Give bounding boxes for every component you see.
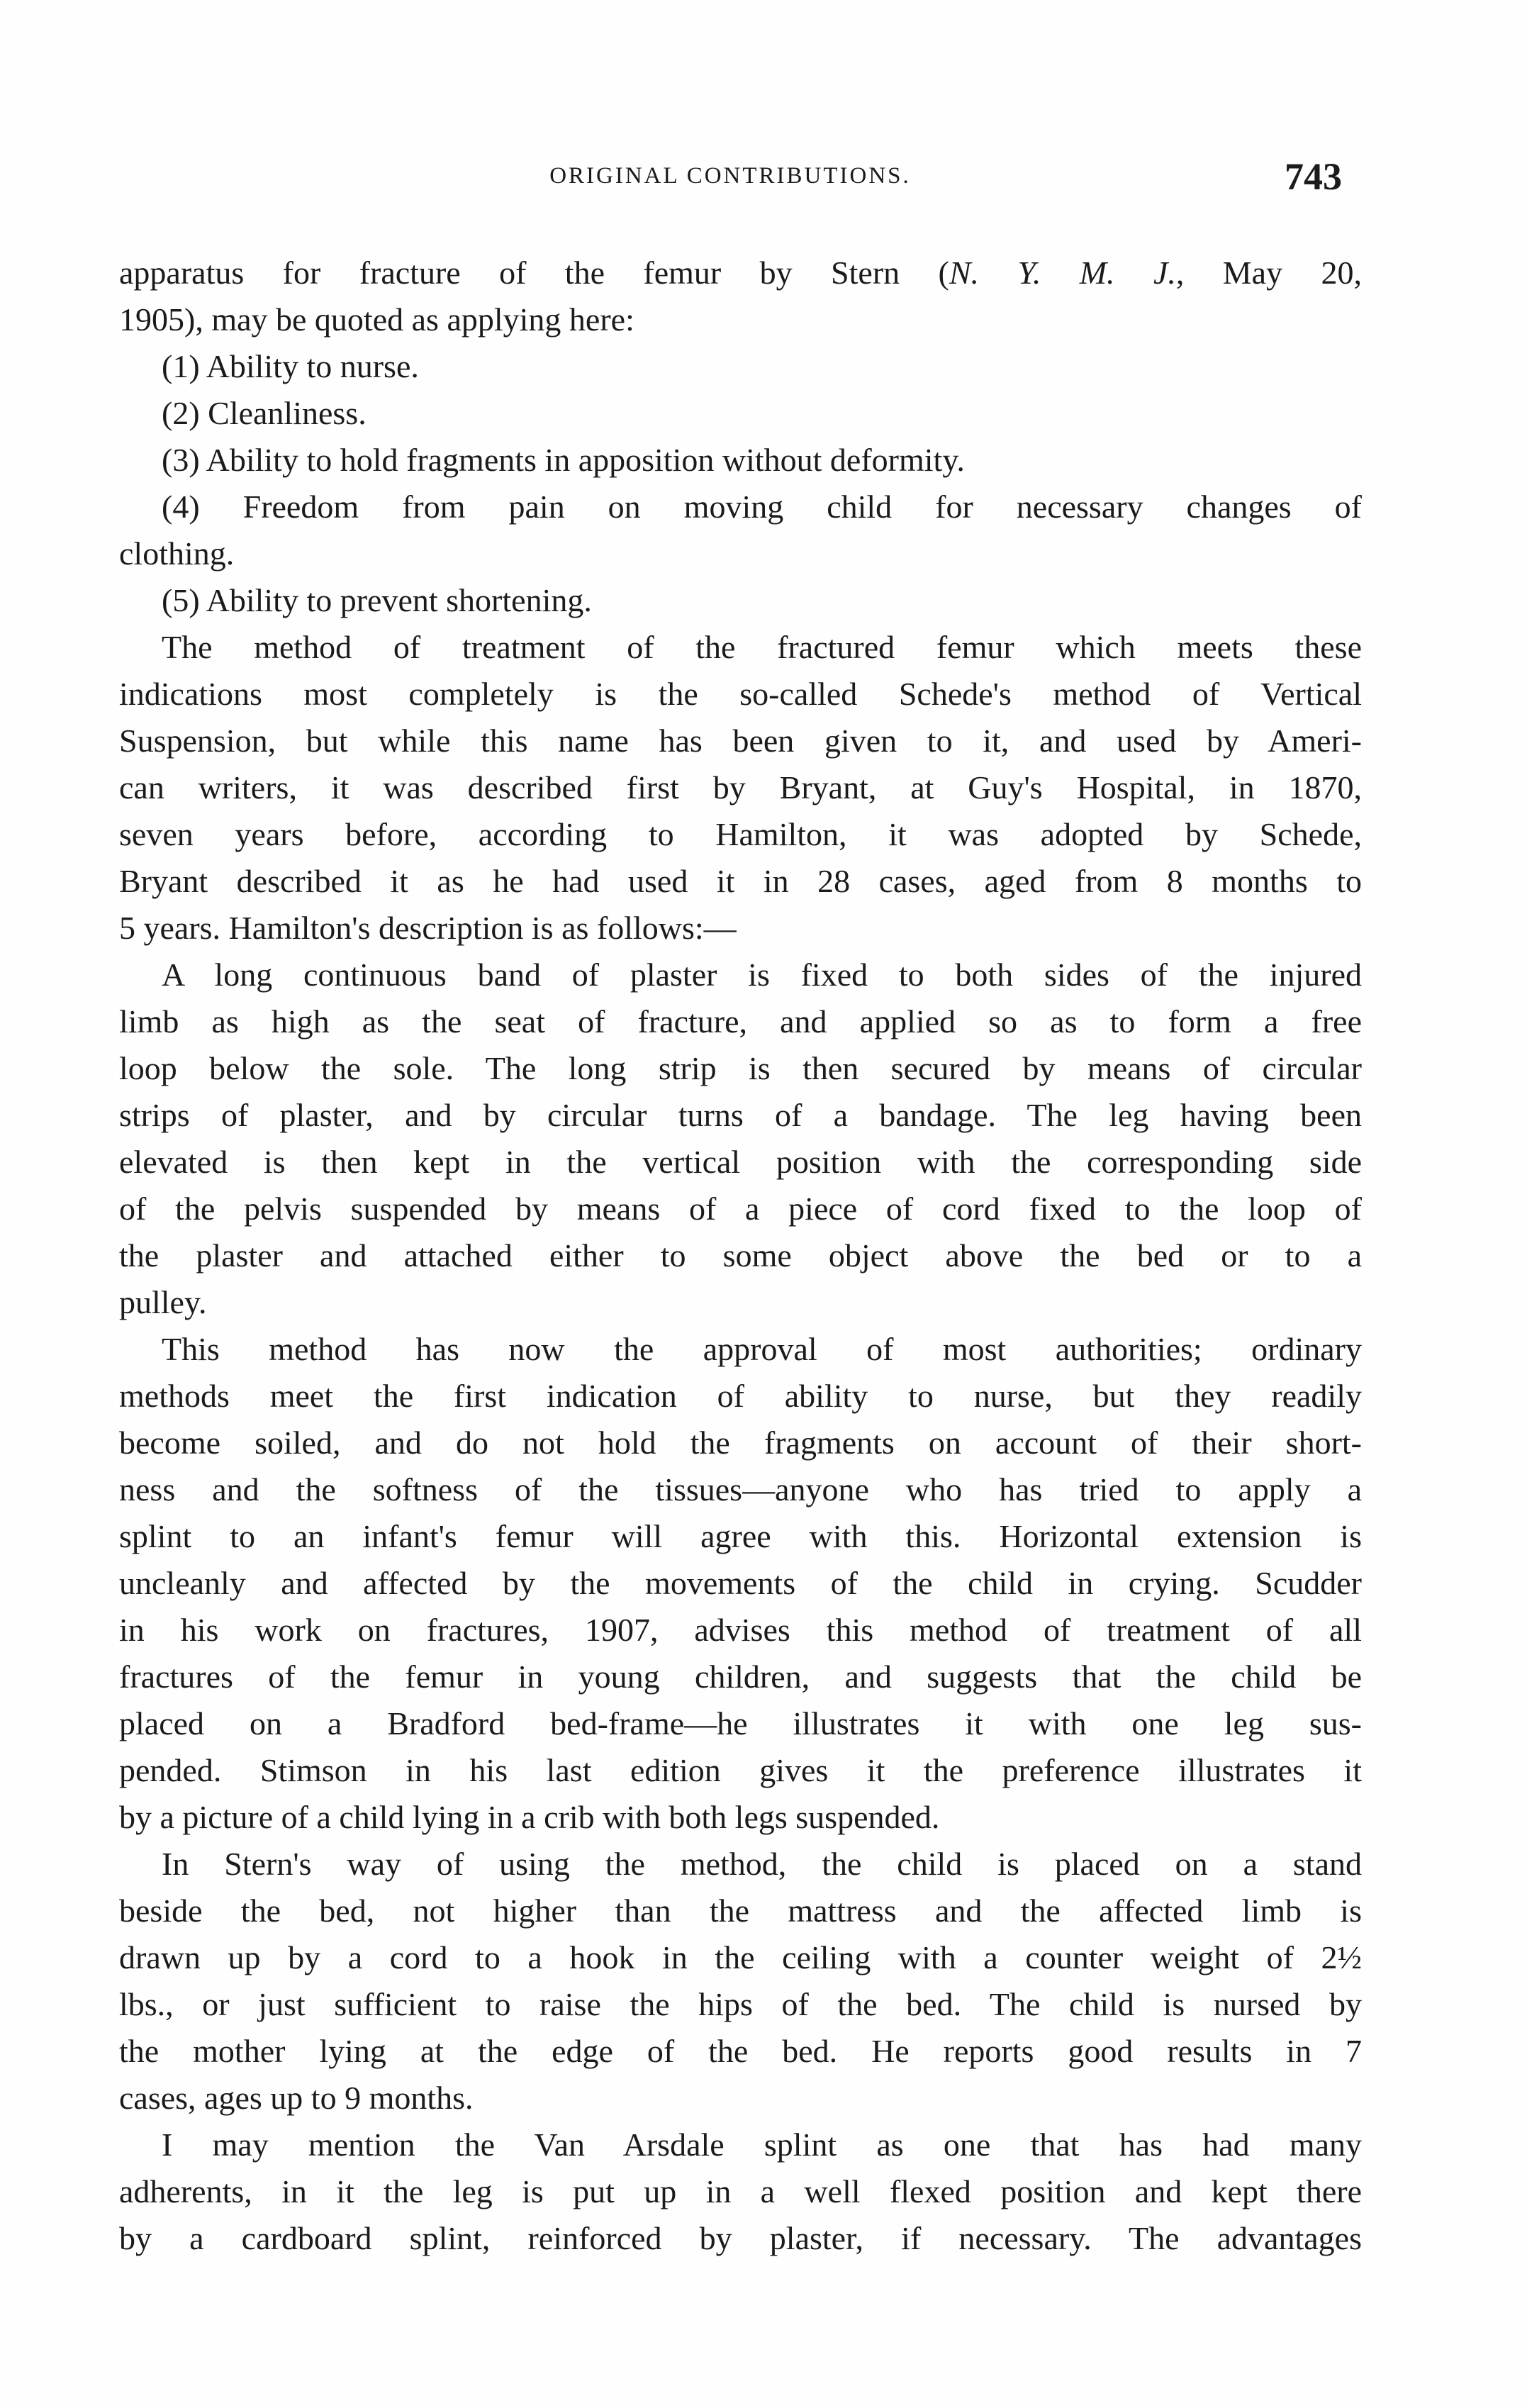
text-line: indications most completely is the so-called Schede's method of Vertical xyxy=(119,676,1362,712)
text-line: (4) Freedom from pain on moving child for necessary changes of xyxy=(162,489,1362,525)
text-line: the plaster and attached either to some object above the bed or to a xyxy=(119,1237,1362,1273)
text-line: in his work on fractures, 1907, advises this method of treatment of all xyxy=(119,1612,1362,1648)
text-line: adherents, in it the leg is put up in a well flexed position and kept there xyxy=(119,2173,1362,2209)
text-line: The method of treatment of the fractured femur which meets these xyxy=(162,629,1362,665)
text-line: ness and the softness of the tissues—anyone who has tried to apply a xyxy=(119,1471,1362,1507)
text-line: by a cardboard splint, reinforced by plaster, if necessary. The advantages xyxy=(119,2220,1362,2256)
text-line: seven years before, according to Hamilton, it was adopted by Schede, xyxy=(119,816,1362,852)
text-line: methods meet the first indication of ability to nurse, but they readily xyxy=(119,1378,1362,1414)
text-line: of the pelvis suspended by means of a piece of cord fixed to the loop of xyxy=(119,1191,1362,1227)
text-line: the mother lying at the edge of the bed. He reports good results in 7 xyxy=(119,2033,1362,2069)
text-line: clothing. xyxy=(119,535,235,572)
text-line xyxy=(119,250,1362,296)
text-line: loop below the sole. The long strip is then secured by means of circular xyxy=(119,1050,1362,1086)
text-line: strips of plaster, and by circular turns of a bandage. The leg having been xyxy=(119,1097,1362,1133)
text-line: lbs., or just sufficient to raise the hips of the bed. The child is nursed by xyxy=(119,1986,1362,2022)
text-line: pended. Stimson in his last edition gives it the preference illustrates it xyxy=(119,1752,1362,1788)
text-line: (5) Ability to prevent shortening. xyxy=(162,582,592,618)
page-number: 743 xyxy=(1285,155,1342,198)
text-line: drawn up by a cord to a hook in the ceiling with a counter weight of 2½ xyxy=(119,1939,1362,1975)
running-head-title: ORIGINAL CONTRIBUTIONS. xyxy=(549,163,911,189)
text-segment: , May 20, xyxy=(1175,255,1362,291)
text-line: become soiled, and do not hold the fragments on account of their short- xyxy=(119,1425,1362,1461)
text-line: 1905), may be quoted as applying here: xyxy=(119,301,634,338)
text-line: uncleanly and affected by the movements of the child in crying. Scudder xyxy=(119,1565,1362,1601)
text-line: (3) Ability to hold fragments in apposition without deformity. xyxy=(162,442,965,478)
text-line: elevated is then kept in the vertical position with the corresponding side xyxy=(119,1144,1362,1180)
text-line: fractures of the femur in young children, and suggests that the child be xyxy=(119,1659,1362,1695)
text-line: Bryant described it as he had used it in 28 cases, aged from 8 months to xyxy=(119,863,1362,899)
text-line: can writers, it was described first by Bryant, at Guy's Hospital, in 1870, xyxy=(119,769,1362,806)
text-line: splint to an infant's femur will agree with this. Horizontal extension is xyxy=(119,1518,1362,1554)
text-line: A long continuous band of plaster is fixed to both sides of the injured xyxy=(162,957,1362,993)
text-line: I may mention the Van Arsdale splint as one that has had many xyxy=(162,2126,1362,2163)
text-segment: apparatus for fracture of the femur by Stern ( xyxy=(119,255,949,291)
text-line: limb as high as the seat of fracture, and applied so as to form a free xyxy=(119,1003,1362,1039)
text-line: Suspension, but while this name has been given to it, and used by Ameri- xyxy=(119,723,1362,759)
text-line: placed on a Bradford bed-frame—he illustrates it with one leg sus- xyxy=(119,1705,1362,1741)
text-line: In Stern's way of using the method, the child is placed on a stand xyxy=(162,1846,1362,1882)
text-line: (2) Cleanliness. xyxy=(162,395,367,431)
text-line: 5 years. Hamilton's description is as follows:— xyxy=(119,910,737,946)
text-line: cases, ages up to 9 months. xyxy=(119,2080,474,2116)
body-text xyxy=(119,250,1362,2262)
citation-italic: N. Y. M. J. xyxy=(949,255,1176,291)
text-line: (1) Ability to nurse. xyxy=(162,348,419,384)
text-line: beside the bed, not higher than the mattress and the affected limb is xyxy=(119,1893,1362,1929)
text-line: This method has now the approval of most authorities; ordinary xyxy=(162,1331,1362,1367)
text-line: pulley. xyxy=(119,1284,207,1320)
text-line: by a picture of a child lying in a crib with both legs suspended. xyxy=(119,1799,940,1835)
